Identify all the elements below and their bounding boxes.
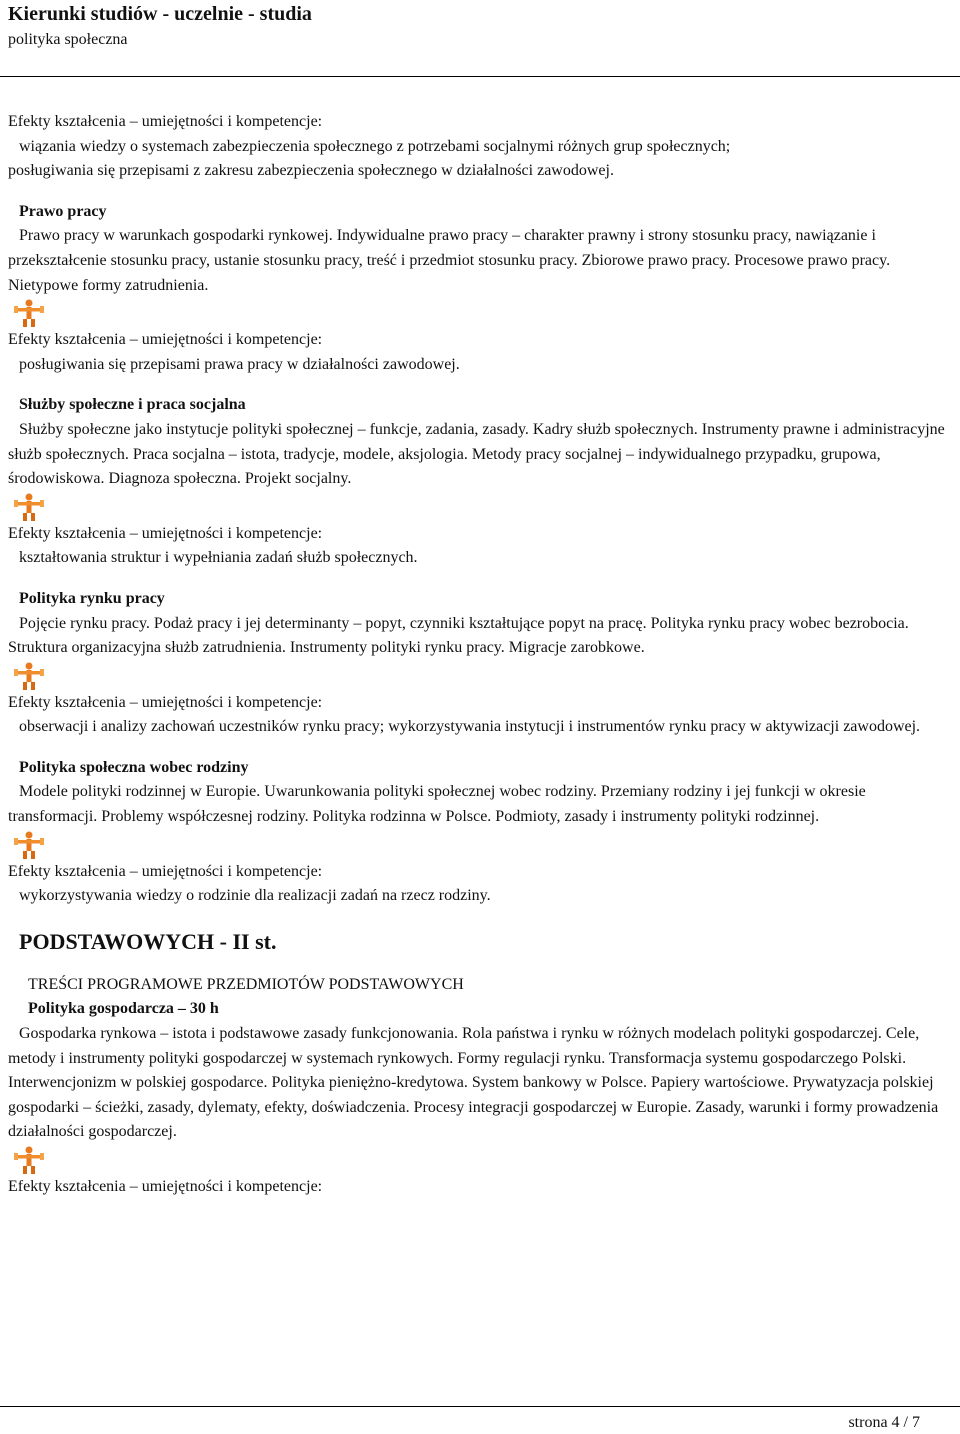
person-figure-icon <box>12 830 46 860</box>
section-body: Służby społeczne jako instytucje polityki społecznej – funkcje, zadania, zasady. Kadry służb społecznych. Instrumenty prawne i administracyjne służb społecznych. Praca socjalna – istota, tradycje, modele, aksjologia. Metody pracy socjalnej – indywidualnego przypadku, grupowa, środowiskowa. Diagnoza społeczna. Projekt socjalny. <box>8 420 945 488</box>
intro-line-2: posługiwania się przepisami z zakresu zabezpieczenia społecznego w działalności zawodowej. <box>8 162 614 180</box>
efekty-label: Efekty kształcenia – umiejętności i kompetencje: <box>8 524 323 542</box>
efekty-text: obserwacji i analizy zachowań uczestników rynku pracy; wykorzystywania instytucji i instrumentów rynku pracy w aktywizacji zawodowej. <box>19 718 921 736</box>
section-body: Modele polityki rodzinnej w Europie. Uwarunkowania polityki społecznej wobec rodziny. Przemiany rodziny i jej funkcji w okresie transformacji. Problemy współczesnej rodziny. Polityka rodzinna w Polsce. Podmioty, zasady i instrumenty polityki rodzinnej. <box>8 783 866 826</box>
efekty-text: wykorzystywania wiedzy o rodzinie dla realizacji zadań na rzecz rodziny. <box>19 887 491 905</box>
person-figure-icon <box>12 661 46 691</box>
podstawowe-subheading: TREŚCI PROGRAMOWE PRZEDMIOTÓW PODSTAWOWYCH <box>28 975 464 993</box>
page-header <box>8 0 312 51</box>
person-figure-icon <box>12 1145 46 1175</box>
efekty-label: Efekty kształcenia – umiejętności i kompetencje: <box>8 331 323 349</box>
section-title: Prawo pracy <box>19 202 107 220</box>
efekty-text: posługiwania się przepisami prawa pracy w działalności zawodowej. <box>19 355 460 373</box>
section-body: Prawo pracy w warunkach gospodarki rynkowej. Indywidualne prawo pracy – charakter prawny i strony stosunku pracy, nawiązanie i przekształcenie stosunku pracy, ustanie stosunku pracy, treść i przedmiot stosunku pracy. Zbiorowe prawo pracy. Procesowe prawo pracy. Nietypowe formy zatrudnienia. <box>8 227 891 294</box>
podstawowe-heading: PODSTAWOWYCH - II st. <box>19 928 277 954</box>
course-title: Polityka gospodarcza – 30 h <box>28 1000 219 1018</box>
course-body: Gospodarka rynkowa – istota i podstawowe zasady funkcjonowania. Rola państwa i rynku w różnych modelach polityki gospodarczej. Cele, metody i instrumenty polityki gospodarczej w systemach rynkowych. Formy regulacji rynku. Transformacja systemu gospodarczego Polski. Interwencjonizm w polskiej gospodarce. Polityka pieniężno-kredytowa. System bankowy w Polsce. Papiery wartościowe. Prywatyzacja polskiej gospodarki – ścieżki, zasady, dylematy, efekty, doświadczenia. Procesy integracji gospodarczej w Europie. Zasady, warunki i formy prowadzenia działalności gospodarczej. <box>8 1025 939 1141</box>
efekty-label: Efekty kształcenia – umiejętności i kompetencje: <box>8 693 323 711</box>
footer-divider <box>0 1406 960 1407</box>
efekty-label: Efekty kształcenia – umiejętności i kompetencje: <box>8 1178 323 1195</box>
person-figure-icon <box>12 492 46 522</box>
efekty-label: Efekty kształcenia – umiejętności i kompetencje: <box>8 862 323 880</box>
header-divider <box>0 76 960 77</box>
person-figure-icon <box>12 298 46 328</box>
efekty-text: kształtowania struktur i wypełniania zadań służb społecznych. <box>19 549 418 567</box>
section-title: Polityka rynku pracy <box>19 589 165 607</box>
section-body: Pojęcie rynku pracy. Podaż pracy i jej determinanty – popyt, czynniki kształtujące popyt na pracę. Polityka rynku pracy wobec bezrobocia. Struktura organizacyjna służb zatrudnienia. Instrumenty polityki rynku pracy. Migracje zarobkowe. <box>8 614 909 657</box>
site-title: Kierunki studiów - uczelnie - studia <box>8 3 312 25</box>
page-subtitle: polityka społeczna <box>8 31 128 48</box>
document-body <box>8 110 954 1200</box>
page-number: strona 4 / 7 <box>848 1414 920 1431</box>
section-title: Służby społeczne i praca socjalna <box>19 396 246 414</box>
section-title: Polityka społeczna wobec rodziny <box>19 758 249 776</box>
efekty-label: Efekty kształcenia – umiejętności i kompetencje: <box>8 113 323 130</box>
intro-line-1: wiązania wiedzy o systemach zabezpieczenia społecznego z potrzebami socjalnymi różnych grup społecznych; <box>19 137 731 155</box>
